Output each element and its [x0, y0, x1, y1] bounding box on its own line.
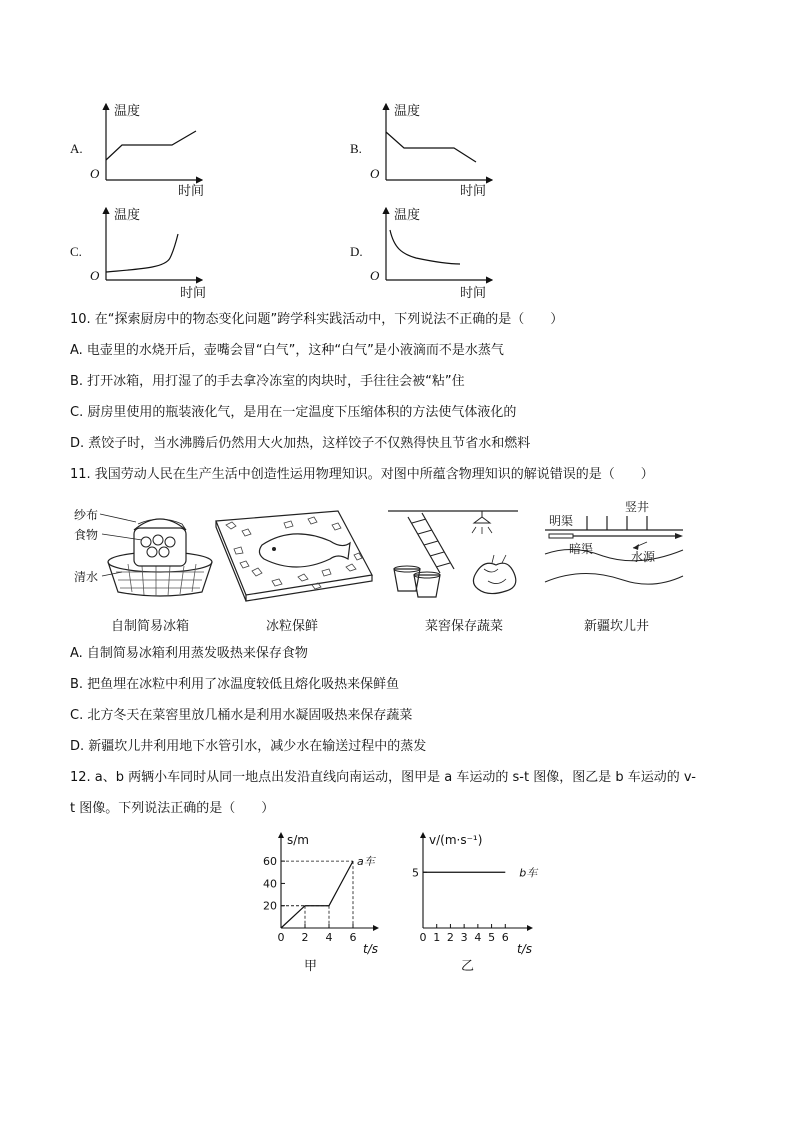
karez-label-open-canal: 明渠: [549, 514, 574, 528]
q11-picture-karez: [543, 496, 688, 602]
graph-d-xlabel: 时间: [460, 286, 487, 301]
q11-option-a: A. 自制简易冰箱利用蒸发吸热来保存食物: [70, 646, 308, 661]
x-tick-label: 6: [501, 931, 509, 944]
graph-b-letter: B.: [350, 141, 362, 156]
x-tick-label: 4: [474, 931, 482, 944]
graph-c-xlabel: 时间: [180, 286, 207, 301]
q11-option-c: C. 北方冬天在菜窖里放几桶水是利用水凝固吸热来保存蔬菜: [70, 708, 413, 723]
q10-option-b: B. 打开冰箱，用打湿了的手去拿冷冻室的肉块时，手往往会被“粘”住: [70, 374, 465, 389]
q12-stem-line1: 12. a、b 两辆小车同时从同一地点出发沿直线向南运动，图甲是 a 车运动的 s-t 图像，图乙是 b 车运动的 v-: [70, 770, 696, 785]
cellar-illustration: [388, 503, 528, 603]
q11-caption-cellar: 菜窖保存蔬菜: [425, 619, 504, 634]
graph-d-letter: D.: [350, 244, 363, 259]
q12-stem-line2: t 图像。下列说法正确的是（ ）: [70, 801, 275, 816]
x-tick-label: 6: [349, 931, 357, 944]
q11-picture-cellar: [388, 503, 528, 603]
chart-a-caption: 甲: [304, 959, 318, 974]
series-line: [281, 861, 353, 928]
q10-option-c: C. 厨房里使用的瓶装液化气，是用在一定温度下压缩体积的方法使气体液化的: [70, 405, 517, 420]
x-axis-label: t/s: [517, 942, 532, 956]
x-tick-label: 0: [419, 931, 427, 944]
x-tick-label: 2: [301, 931, 309, 944]
q11-picture-ice-fish: [212, 505, 374, 605]
q9-graph-d: [350, 202, 500, 308]
graph-b-xlabel: 时间: [460, 184, 487, 199]
series-label: b车: [519, 866, 538, 880]
q9-graph-a: [70, 98, 210, 204]
q10-stem: 10. 在“探索厨房中的物态变化问题”跨学科实践活动中，下列说法不正确的是（ ）: [70, 312, 564, 327]
fridge-label-food: 食物: [74, 528, 99, 542]
graph-a-xlabel: 时间: [178, 184, 205, 199]
q11-option-d: D. 新疆坎儿井利用地下水管引水，减少水在输送过程中的蒸发: [70, 739, 427, 754]
x-tick-label: 0: [277, 931, 285, 944]
y-tick-label: 60: [263, 855, 277, 869]
x-tick-label: 2: [446, 931, 454, 944]
chart-b-caption: 乙: [461, 959, 475, 974]
graph-c-origin: O: [90, 268, 100, 283]
karez-label-water-source: 水源: [631, 550, 656, 564]
q11-option-b: B. 把鱼埋在冰粒中利用了冰温度较低且熔化吸热来保鲜鱼: [70, 677, 400, 692]
graph-d-ylabel: 温度: [394, 208, 421, 223]
y-axis-arrow: [420, 832, 426, 838]
y-tick-label: 5: [412, 866, 419, 880]
q11-stem: 11. 我国劳动人民在生产生活中创造性运用物理知识。对图中所蕴含物理知识的解说错误的是（ ）: [70, 467, 654, 482]
q10-option-a: A. 电壶里的水烧开后，壶嘴会冒“白气”，这种“白气”是小液滴而不是水蒸气: [70, 343, 504, 358]
series-label: a车: [357, 855, 375, 869]
q11-caption-fridge: 自制简易冰箱: [111, 619, 190, 634]
chart-b-v-t: [400, 822, 550, 956]
y-tick-label: 20: [263, 899, 277, 913]
graph-a-letter: A.: [70, 141, 83, 156]
q11-caption-ice-fish: 冰粒保鲜: [266, 619, 319, 634]
graph-b-origin: O: [370, 166, 380, 181]
q11-picture-fridge: [72, 500, 212, 605]
y-axis-label: v/(m·s⁻¹): [429, 833, 483, 847]
y-axis-label: s/m: [287, 833, 309, 847]
fridge-label-water: 清水: [74, 570, 99, 584]
q9-graph-c: [70, 202, 210, 308]
x-tick-label: 4: [325, 931, 333, 944]
ice-fish-illustration: [212, 505, 374, 605]
q11-caption-karez: 新疆坎儿井: [584, 619, 650, 634]
graph-a-ylabel: 温度: [114, 104, 141, 119]
fridge-label-gauze: 纱布: [74, 508, 99, 522]
graph-c-ylabel: 温度: [114, 208, 141, 223]
graph-b-ylabel: 温度: [394, 104, 421, 119]
karez-label-hidden-canal: 暗渠: [569, 542, 594, 556]
graph-c-letter: C.: [70, 244, 82, 259]
x-axis-arrow: [527, 925, 533, 931]
chart-a-s-t: [255, 822, 395, 956]
x-tick-label: 3: [460, 931, 468, 944]
x-tick-label: 5: [488, 931, 496, 944]
x-axis-label: t/s: [363, 942, 378, 956]
graph-d-origin: O: [370, 268, 380, 283]
karez-label-shaft: 竖井: [625, 500, 650, 514]
q10-option-d: D. 煮饺子时，当水沸腾后仍然用大火加热，这样饺子不仅熟得快且节省水和燃料: [70, 436, 531, 451]
graph-a-origin: O: [90, 166, 100, 181]
q9-graph-b: [350, 98, 500, 204]
x-axis-arrow: [373, 925, 379, 931]
y-tick-label: 40: [263, 877, 277, 891]
x-tick-label: 1: [433, 931, 441, 944]
y-axis-arrow: [278, 832, 284, 838]
